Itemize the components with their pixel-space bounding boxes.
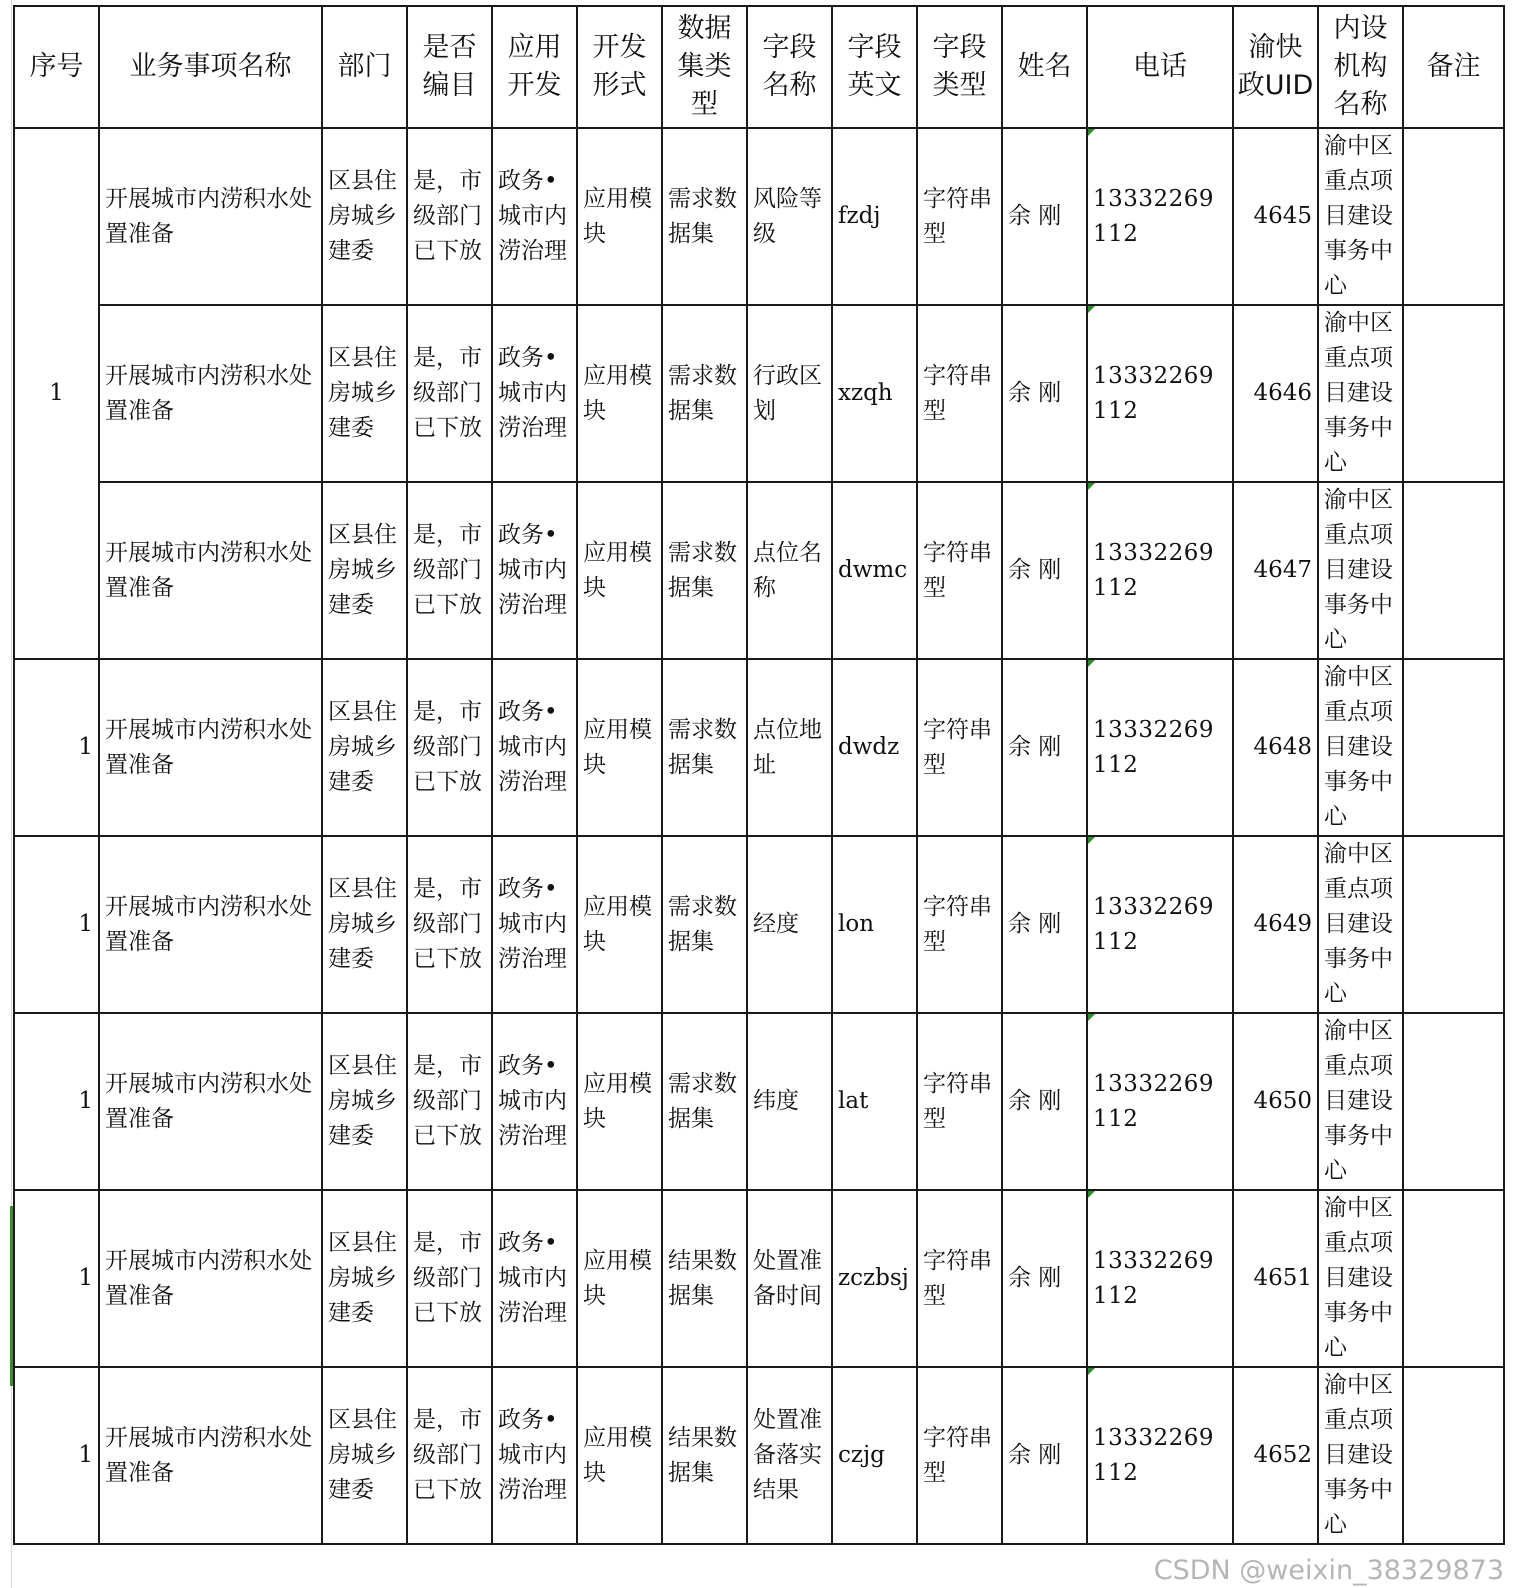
org-cell-text: 渝中区重点项目建设事务中心 [1324, 310, 1393, 476]
form-cell-text: 应用模块 [583, 716, 652, 778]
catalog-cell[interactable] [407, 1013, 492, 1190]
field-name-cell[interactable] [747, 128, 832, 305]
org-cell-text: 渝中区重点项目建设事务中心 [1324, 664, 1393, 830]
uid-cell[interactable] [1233, 659, 1318, 836]
phone-cell[interactable] [1087, 1013, 1233, 1190]
org-cell-text: 渝中区重点项目建设事务中心 [1324, 133, 1393, 299]
dataset-type-cell-text: 结果数据集 [668, 1424, 737, 1486]
field-en-cell[interactable] [832, 128, 917, 305]
uid-cell[interactable] [1233, 1367, 1318, 1544]
dataset-type-cell-text: 需求数据集 [668, 539, 737, 601]
header-cell[interactable]: 数据集类型 [662, 6, 747, 128]
dataset-type-cell[interactable] [662, 1367, 747, 1544]
org-cell-text: 渝中区重点项目建设事务中心 [1324, 1018, 1393, 1184]
note-cell[interactable] [1403, 1190, 1504, 1367]
dept-cell[interactable] [322, 1190, 407, 1367]
field-en-cell-text: zczbsj [838, 1265, 909, 1291]
phone-cell[interactable] [1087, 1367, 1233, 1544]
comment-marker-icon [1088, 306, 1095, 313]
phone-cell-text: 13332269112 [1093, 1424, 1215, 1486]
uid-cell-text: 4652 [1253, 1442, 1312, 1468]
uid-cell[interactable] [1233, 1190, 1318, 1367]
dept-cell[interactable] [322, 128, 407, 305]
field-name-cell-text: 纬度 [753, 1088, 799, 1114]
person-cell[interactable] [1002, 305, 1087, 482]
form-cell-text: 应用模块 [583, 1424, 652, 1486]
org-cell[interactable] [1318, 659, 1403, 836]
header-cell[interactable]: 渝快政UID [1233, 6, 1318, 128]
dataset-type-cell-text: 需求数据集 [668, 716, 737, 778]
org-cell[interactable] [1318, 305, 1403, 482]
note-cell[interactable] [1403, 1367, 1504, 1544]
field-type-cell-text: 字符串型 [923, 185, 992, 247]
uid-cell-text: 4645 [1253, 203, 1312, 229]
field-type-cell-text: 字符串型 [923, 539, 992, 601]
field-en-cell[interactable] [832, 659, 917, 836]
item-name-cell-text: 开展城市内涝积水处置准备 [105, 1247, 312, 1309]
comment-marker-icon [1088, 660, 1095, 667]
app-cell[interactable] [492, 128, 577, 305]
field-type-cell[interactable] [917, 836, 1002, 1013]
table-row [14, 128, 1504, 305]
catalog-cell-text: 是，市级部门已下放 [413, 168, 482, 264]
header-cell[interactable]: 业务事项名称 [99, 6, 322, 128]
person-cell[interactable] [1002, 1367, 1087, 1544]
app-cell[interactable] [492, 1013, 577, 1190]
field-name-cell[interactable] [747, 659, 832, 836]
seq-cell-text: 1 [78, 734, 93, 760]
app-cell-text: 政务•城市内涝治理 [498, 168, 567, 264]
field-name-cell-text: 处置准备落实结果 [753, 1407, 822, 1503]
person-cell-text: 余 刚 [1008, 1442, 1062, 1468]
dept-cell-text: 区县住房城乡建委 [328, 876, 397, 972]
org-cell[interactable] [1318, 1190, 1403, 1367]
person-cell[interactable] [1002, 128, 1087, 305]
field-name-cell-text: 处置准备时间 [753, 1247, 822, 1309]
app-cell-text: 政务•城市内涝治理 [498, 699, 567, 795]
org-cell[interactable] [1318, 1367, 1403, 1544]
note-cell[interactable] [1403, 659, 1504, 836]
person-cell[interactable] [1002, 659, 1087, 836]
field-en-cell-text: fzdj [838, 203, 881, 229]
field-name-cell[interactable] [747, 1190, 832, 1367]
field-name-cell[interactable] [747, 482, 832, 659]
dept-cell-text: 区县住房城乡建委 [328, 1230, 397, 1326]
header-cell[interactable]: 电话 [1087, 6, 1233, 128]
form-cell-text: 应用模块 [583, 893, 652, 955]
person-cell-text: 余 刚 [1008, 1265, 1062, 1291]
dataset-type-cell[interactable] [662, 836, 747, 1013]
seq-cell[interactable] [14, 128, 99, 659]
dataset-type-cell-text: 需求数据集 [668, 1070, 737, 1132]
app-cell-text: 政务•城市内涝治理 [498, 876, 567, 972]
header-cell[interactable]: 字段类型 [917, 6, 1002, 128]
dataset-type-cell[interactable] [662, 482, 747, 659]
field-en-cell[interactable] [832, 482, 917, 659]
form-cell[interactable] [577, 128, 662, 305]
table-row [14, 1013, 1504, 1190]
person-cell-text: 余 刚 [1008, 557, 1062, 583]
header-cell[interactable]: 开发形式 [577, 6, 662, 128]
dept-cell[interactable] [322, 1367, 407, 1544]
seq-cell[interactable] [14, 1367, 99, 1544]
catalog-cell-text: 是，市级部门已下放 [413, 522, 482, 618]
dept-cell-text: 区县住房城乡建委 [328, 522, 397, 618]
form-cell[interactable] [577, 1190, 662, 1367]
app-cell[interactable] [492, 1190, 577, 1367]
form-cell-text: 应用模块 [583, 1247, 652, 1309]
catalog-cell-text: 是，市级部门已下放 [413, 345, 482, 441]
table-row [14, 836, 1504, 1013]
app-cell-text: 政务•城市内涝治理 [498, 1053, 567, 1149]
dept-cell-text: 区县住房城乡建委 [328, 699, 397, 795]
dataset-type-cell[interactable] [662, 305, 747, 482]
person-cell[interactable] [1002, 1190, 1087, 1367]
org-cell[interactable] [1318, 1013, 1403, 1190]
uid-cell[interactable] [1233, 482, 1318, 659]
field-type-cell[interactable] [917, 1013, 1002, 1190]
seq-cell-text: 1 [78, 1265, 93, 1291]
field-en-cell[interactable] [832, 1367, 917, 1544]
dataset-type-cell-text: 需求数据集 [668, 185, 737, 247]
field-type-cell-text: 字符串型 [923, 1247, 992, 1309]
dataset-type-cell[interactable] [662, 128, 747, 305]
form-cell-text: 应用模块 [583, 362, 652, 424]
seq-cell-text: 1 [78, 1442, 93, 1468]
field-name-cell-text: 点位名称 [753, 539, 822, 601]
field-type-cell[interactable] [917, 482, 1002, 659]
table-row [14, 305, 1504, 482]
dept-cell[interactable] [322, 305, 407, 482]
item-name-cell[interactable] [99, 128, 322, 305]
field-name-cell[interactable] [747, 305, 832, 482]
org-cell-text: 渝中区重点项目建设事务中心 [1324, 1195, 1393, 1361]
item-name-cell[interactable] [99, 836, 322, 1013]
seq-cell-text: 1 [78, 911, 93, 937]
seq-cell[interactable] [14, 659, 99, 836]
dept-cell-text: 区县住房城乡建委 [328, 345, 397, 441]
field-name-cell[interactable] [747, 1013, 832, 1190]
org-cell-text: 渝中区重点项目建设事务中心 [1324, 487, 1393, 653]
seq-cell[interactable] [14, 1190, 99, 1367]
dataset-type-cell[interactable] [662, 1013, 747, 1190]
field-en-cell[interactable] [832, 1013, 917, 1190]
person-cell-text: 余 刚 [1008, 911, 1062, 937]
phone-cell[interactable] [1087, 836, 1233, 1013]
field-name-cell[interactable] [747, 1367, 832, 1544]
org-cell[interactable] [1318, 482, 1403, 659]
field-en-cell-text: dwmc [838, 557, 908, 583]
comment-marker-icon [1088, 1014, 1095, 1021]
item-name-cell-text: 开展城市内涝积水处置准备 [105, 185, 312, 247]
seq-cell-text: 1 [49, 380, 64, 406]
item-name-cell[interactable] [99, 482, 322, 659]
field-type-cell[interactable] [917, 305, 1002, 482]
form-cell[interactable] [577, 836, 662, 1013]
field-en-cell[interactable] [832, 1190, 917, 1367]
field-en-cell[interactable] [832, 305, 917, 482]
field-type-cell[interactable] [917, 659, 1002, 836]
form-cell[interactable] [577, 305, 662, 482]
uid-cell[interactable] [1233, 128, 1318, 305]
dataset-type-cell-text: 需求数据集 [668, 893, 737, 955]
field-type-cell[interactable] [917, 128, 1002, 305]
dept-cell[interactable] [322, 1013, 407, 1190]
field-type-cell[interactable] [917, 1190, 1002, 1367]
phone-cell-text: 13332269112 [1093, 1247, 1215, 1309]
header-cell[interactable]: 部门 [322, 6, 407, 128]
form-cell[interactable] [577, 482, 662, 659]
note-cell[interactable] [1403, 305, 1504, 482]
field-type-cell-text: 字符串型 [923, 1424, 992, 1486]
phone-cell[interactable] [1087, 482, 1233, 659]
field-en-cell-text: xzqh [838, 380, 893, 406]
data-table [13, 5, 1505, 1545]
item-name-cell[interactable] [99, 1190, 322, 1367]
field-type-cell-text: 字符串型 [923, 1070, 992, 1132]
app-cell[interactable] [492, 482, 577, 659]
org-cell[interactable] [1318, 836, 1403, 1013]
person-cell-text: 余 刚 [1008, 203, 1062, 229]
table-row [14, 1190, 1504, 1367]
note-cell[interactable] [1403, 482, 1504, 659]
uid-cell-text: 4651 [1253, 1265, 1312, 1291]
note-cell[interactable] [1403, 1013, 1504, 1190]
field-name-cell[interactable] [747, 836, 832, 1013]
phone-cell[interactable] [1087, 659, 1233, 836]
comment-marker-icon [1088, 837, 1095, 844]
dataset-type-cell-text: 需求数据集 [668, 362, 737, 424]
catalog-cell[interactable] [407, 305, 492, 482]
catalog-cell[interactable] [407, 482, 492, 659]
note-cell[interactable] [1403, 836, 1504, 1013]
table-row [14, 659, 1504, 836]
phone-cell-text: 13332269112 [1093, 362, 1215, 424]
header-cell[interactable]: 备注 [1403, 6, 1504, 128]
app-cell[interactable] [492, 659, 577, 836]
catalog-cell[interactable] [407, 659, 492, 836]
field-type-cell[interactable] [917, 1367, 1002, 1544]
field-en-cell[interactable] [832, 836, 917, 1013]
app-cell[interactable] [492, 836, 577, 1013]
field-name-cell-text: 风险等级 [753, 185, 822, 247]
dataset-type-cell[interactable] [662, 1190, 747, 1367]
person-cell-text: 余 刚 [1008, 380, 1062, 406]
uid-cell-text: 4649 [1253, 911, 1312, 937]
field-name-cell-text: 行政区划 [753, 362, 822, 424]
dept-cell[interactable] [322, 482, 407, 659]
app-cell-text: 政务•城市内涝治理 [498, 1230, 567, 1326]
form-cell-text: 应用模块 [583, 539, 652, 601]
catalog-cell[interactable] [407, 128, 492, 305]
catalog-cell-text: 是，市级部门已下放 [413, 699, 482, 795]
field-en-cell-text: lat [838, 1088, 869, 1114]
watermark: CSDN @weixin_38329873 [1153, 1555, 1504, 1586]
item-name-cell[interactable] [99, 659, 322, 836]
item-name-cell-text: 开展城市内涝积水处置准备 [105, 362, 312, 424]
catalog-cell[interactable] [407, 836, 492, 1013]
item-name-cell-text: 开展城市内涝积水处置准备 [105, 1424, 312, 1486]
uid-cell-text: 4650 [1253, 1088, 1312, 1114]
uid-cell-text: 4646 [1253, 380, 1312, 406]
uid-cell[interactable] [1233, 1013, 1318, 1190]
dataset-type-cell[interactable] [662, 659, 747, 836]
org-cell-text: 渝中区重点项目建设事务中心 [1324, 841, 1393, 1007]
header-cell[interactable]: 姓名 [1002, 6, 1087, 128]
field-name-cell-text: 点位地址 [753, 716, 822, 778]
comment-marker-icon [1088, 483, 1095, 490]
comment-marker-icon [1088, 1191, 1095, 1198]
dept-cell[interactable] [322, 659, 407, 836]
field-en-cell-text: dwdz [838, 734, 900, 760]
header-cell[interactable]: 应用开发 [492, 6, 577, 128]
person-cell-text: 余 刚 [1008, 734, 1062, 760]
header-cell[interactable]: 内设机构名称 [1318, 6, 1403, 128]
catalog-cell[interactable] [407, 1190, 492, 1367]
person-cell-text: 余 刚 [1008, 1088, 1062, 1114]
table-row [14, 482, 1504, 659]
org-cell-text: 渝中区重点项目建设事务中心 [1324, 1372, 1393, 1538]
item-name-cell-text: 开展城市内涝积水处置准备 [105, 893, 312, 955]
dataset-type-cell-text: 结果数据集 [668, 1247, 737, 1309]
uid-cell-text: 4647 [1253, 557, 1312, 583]
field-en-cell-text: lon [838, 911, 875, 937]
form-cell-text: 应用模块 [583, 1070, 652, 1132]
field-name-cell-text: 经度 [753, 911, 799, 937]
form-cell-text: 应用模块 [583, 185, 652, 247]
phone-cell-text: 13332269112 [1093, 1070, 1215, 1132]
org-cell[interactable] [1318, 128, 1403, 305]
form-cell[interactable] [577, 1367, 662, 1544]
uid-cell-text: 4648 [1253, 734, 1312, 760]
dept-cell-text: 区县住房城乡建委 [328, 168, 397, 264]
dept-cell-text: 区县住房城乡建委 [328, 1407, 397, 1503]
item-name-cell[interactable] [99, 1013, 322, 1190]
phone-cell[interactable] [1087, 305, 1233, 482]
item-name-cell-text: 开展城市内涝积水处置准备 [105, 716, 312, 778]
uid-cell[interactable] [1233, 305, 1318, 482]
form-cell[interactable] [577, 659, 662, 836]
phone-cell[interactable] [1087, 128, 1233, 305]
catalog-cell-text: 是，市级部门已下放 [413, 1407, 482, 1503]
header-row [14, 6, 1504, 128]
phone-cell-text: 13332269112 [1093, 893, 1215, 955]
field-en-cell-text: czjg [838, 1442, 885, 1468]
phone-cell[interactable] [1087, 1190, 1233, 1367]
phone-cell-text: 13332269112 [1093, 185, 1215, 247]
catalog-cell[interactable] [407, 1367, 492, 1544]
phone-cell-text: 13332269112 [1093, 539, 1215, 601]
seq-cell[interactable] [14, 1013, 99, 1190]
person-cell[interactable] [1002, 1013, 1087, 1190]
field-type-cell-text: 字符串型 [923, 362, 992, 424]
comment-marker-icon [1088, 1368, 1095, 1375]
phone-cell-text: 13332269112 [1093, 716, 1215, 778]
seq-cell[interactable] [14, 836, 99, 1013]
item-name-cell[interactable] [99, 305, 322, 482]
dept-cell[interactable] [322, 836, 407, 1013]
header-cell[interactable]: 序号 [14, 6, 99, 128]
header-cell[interactable]: 字段名称 [747, 6, 832, 128]
item-name-cell-text: 开展城市内涝积水处置准备 [105, 1070, 312, 1132]
person-cell[interactable] [1002, 482, 1087, 659]
item-name-cell[interactable] [99, 1367, 322, 1544]
person-cell[interactable] [1002, 836, 1087, 1013]
seq-cell-text: 1 [78, 1088, 93, 1114]
app-cell-text: 政务•城市内涝治理 [498, 345, 567, 441]
catalog-cell-text: 是，市级部门已下放 [413, 1230, 482, 1326]
catalog-cell-text: 是，市级部门已下放 [413, 1053, 482, 1149]
item-name-cell-text: 开展城市内涝积水处置准备 [105, 539, 312, 601]
app-cell-text: 政务•城市内涝治理 [498, 522, 567, 618]
uid-cell[interactable] [1233, 836, 1318, 1013]
field-type-cell-text: 字符串型 [923, 716, 992, 778]
catalog-cell-text: 是，市级部门已下放 [413, 876, 482, 972]
field-type-cell-text: 字符串型 [923, 893, 992, 955]
app-cell[interactable] [492, 1367, 577, 1544]
form-cell[interactable] [577, 1013, 662, 1190]
comment-marker-icon [1088, 129, 1095, 136]
dept-cell-text: 区县住房城乡建委 [328, 1053, 397, 1149]
header-cell[interactable]: 是否编目 [407, 6, 492, 128]
note-cell[interactable] [1403, 128, 1504, 305]
app-cell-text: 政务•城市内涝治理 [498, 1407, 567, 1503]
header-cell[interactable]: 字段英文 [832, 6, 917, 128]
table-row [14, 1367, 1504, 1544]
app-cell[interactable] [492, 305, 577, 482]
